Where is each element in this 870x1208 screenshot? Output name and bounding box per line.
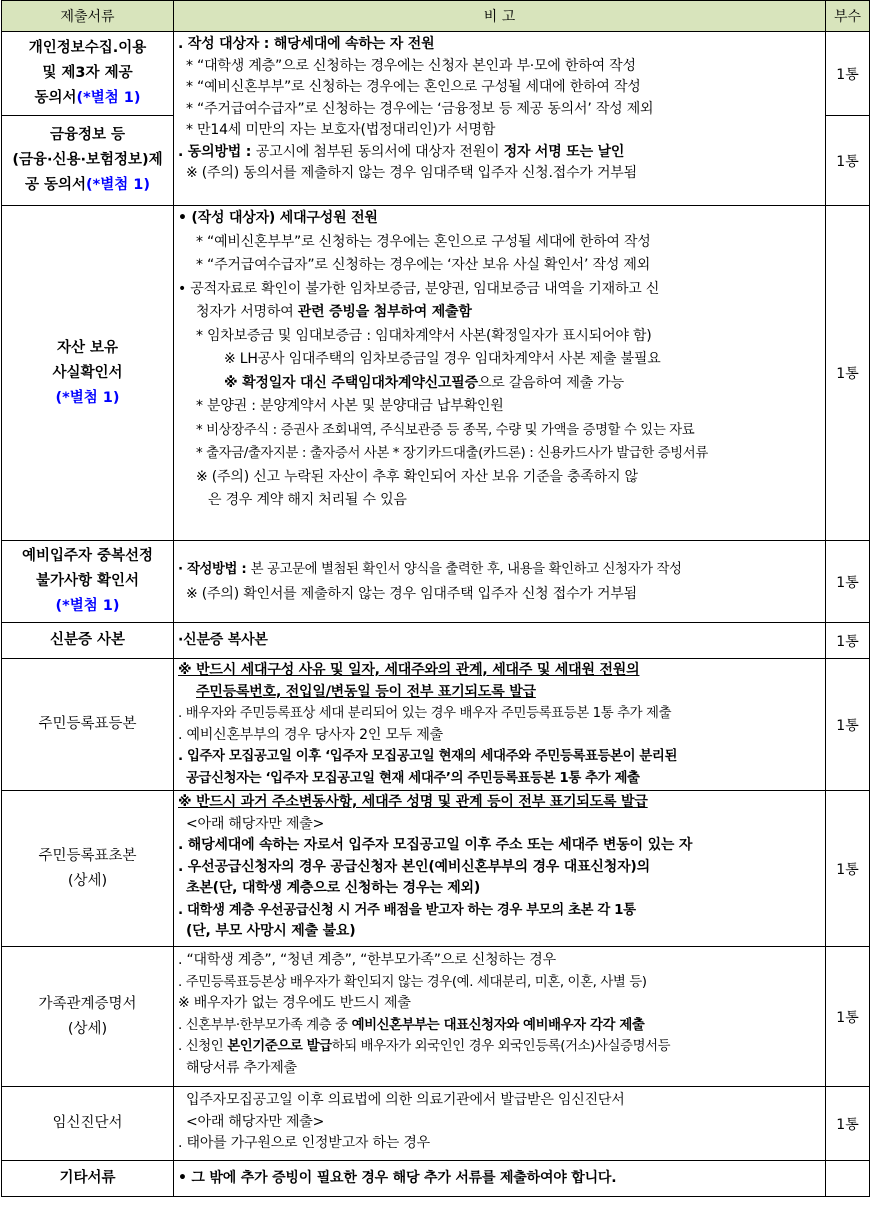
count-resident-abstract: 1통 [826, 791, 870, 947]
remarks-etc: • 그 밖에 추가 증빙이 필요한 경우 해당 추가 서류를 제출하여야 합니다. [174, 1161, 826, 1197]
doc-name-privacy-consent: 개인정보수집.이용 및 제3자 제공 동의서(*별첨 1) [2, 32, 174, 116]
remarks-id: ·신분증 복사본 [174, 623, 826, 659]
attachment-tag: (*별첨 1) [86, 177, 151, 193]
doc-name-pregnancy-certificate: 임신진단서 [2, 1087, 174, 1161]
count-pregnancy-certificate: 1통 [826, 1087, 870, 1161]
remarks-family: . “대학생 계층”, “청년 계층”, “한부모가족”으로 신청하는 경우 . 주민등록표등본상 배우자가 확인되지 않는 경우(예. 세대분리, 미혼, 이혼, 사별 등) ※ 배우자가 없는 경우에도 반드시 제출 . 신혼부부·한부모가족 계층 중 예비신혼부부는 대표신청자와 예비배우자 각각 제출 . 신청인 본인기준으로 발급하되 배우자가 외국인인 경우 외국인등록(거소)사실증명서등 해당서류 추가제출 [174, 947, 826, 1087]
doc-name-id-copy: 신분증 사본 [2, 623, 174, 659]
table-row [2, 541, 870, 623]
table-row [2, 1087, 870, 1161]
doc-name-resident-abstract: 주민등록표초본 (상세) [2, 791, 174, 947]
doc-name-resident-registration: 주민등록표등본 [2, 659, 174, 791]
doc-name-family-relations: 가족관계증명서 (상세) [2, 947, 174, 1087]
table-header-row [2, 1, 870, 32]
count-privacy-consent: 1통 [826, 32, 870, 116]
header-count: 부수 [826, 1, 870, 32]
doc-name-duplicate-confirmation: 예비입주자 중복선정 불가사항 확인서 (*별첨 1) [2, 541, 174, 623]
remarks-duplicate: · 작성방법 : 본 공고문에 별첨된 확인서 양식을 출력한 후, 내용을 확인하고 신청자가 작성 ※ (주의) 확인서를 제출하지 않는 경우 임대주택 입주자 신청 접수가 거부됨 [174, 541, 826, 623]
table-row [2, 32, 870, 116]
table-row [2, 947, 870, 1087]
count-duplicate-confirmation: 1통 [826, 541, 870, 623]
header-documents: 제출서류 [2, 1, 174, 32]
documents-table [1, 0, 870, 1197]
count-resident-registration: 1통 [826, 659, 870, 791]
remarks-asset: • (작성 대상자) 세대구성원 전원 * “예비신혼부부”로 신청하는 경우에는 혼인으로 구성될 세대에 한하여 작성 * “주거급여수급자”로 신청하는 경우에는 ‘자산 보유 사실 확인서’ 작성 제외 • 공적자료로 확인이 불가한 임차보증금, 분양권, 임대보증금 내역을 기재하고 신 청자가 서명하여 관련 증빙을 첨부하여 제출함 * 임차보증금 및 임대보증금 : 임대차계약서 사본(확정일자가 표시되어야 함) ※ LH공사 임대주택의 임차보증금일 경우 임대차계약서 사본 제출 불필요 ※ 확정일자 대신 주택임대차계약신고필증으로 갈음하여 제출 가능 * 분양권 : 분양계약서 사본 및 분양대금 납부확인원 * 비상장주식 : 증권사 조회내역, 주식보관증 등 종목, 수량 및 가액을 증명할 수 있는 자료 * 출자금/출자지분 : 출자증서 사본 * 장기카드대출(카드론) : 신용카드사가 발급한 증빙서류 ※ (주의) 신고 누락된 자산이 추후 확인되어 자산 보유 기준을 충족하지 않 은 경우 계약 해지 처리될 수 있음 [174, 206, 826, 541]
table-row [2, 1161, 870, 1197]
table-row [2, 206, 870, 541]
count-family-relations: 1통 [826, 947, 870, 1087]
attachment-tag: (*별첨 1) [76, 90, 141, 106]
table-row [2, 791, 870, 947]
remarks-pregnancy: 입주자모집공고일 이후 의료법에 의한 의료기관에서 발급받은 임신진단서 <아래 해당자만 제출> . 태아를 가구원으로 인정받고자 하는 경우 [174, 1087, 826, 1161]
count-id-copy: 1통 [826, 623, 870, 659]
attachment-tag: (*별첨 1) [55, 598, 120, 614]
count-asset-certificate: 1통 [826, 206, 870, 541]
attachment-tag: (*별첨 1) [55, 389, 120, 406]
header-remarks: 비 고 [174, 1, 826, 32]
table-row [2, 659, 870, 791]
doc-name-asset-certificate: 자산 보유 사실확인서 (*별첨 1) [2, 206, 174, 541]
doc-name-financial-consent: 금융정보 등 (금융·신용·보험정보)제 공 동의서(*별첨 1) [2, 116, 174, 206]
table-row [2, 623, 870, 659]
doc-name-other-documents: 기타서류 [2, 1161, 174, 1197]
count-financial-consent: 1통 [826, 116, 870, 206]
remarks-resident: ※ 반드시 세대구성 사유 및 일자, 세대주와의 관계, 세대주 및 세대원 전원의 주민등록번호, 전입일/변동일 등이 전부 표기되도록 발급 . 배우자와 주민등록표상 세대 분리되어 있는 경우 배우자 주민등록표등본 1통 추가 제출 . 예비신혼부부의 경우 당사자 2인 모두 제출 . 입주자 모집공고일 이후 ‘입주자 모집공고일 현재의 세대주와 주민등록표등본이 분리된 공급신청자는 ‘입주자 모집공고일 현재 세대주’의 주민등록표등본 1통 추가 제출 [174, 659, 826, 791]
count-other-documents [826, 1161, 870, 1197]
remarks-abstract: ※ 반드시 과거 주소변동사항, 세대주 성명 및 관계 등이 전부 표기되도록 발급 <아래 해당자만 제출> . 해당세대에 속하는 자로서 입주자 모집공고일 이후 주소 또는 세대주 변동이 있는 자 . 우선공급신청자의 경우 공급신청자 본인(예비신혼부부의 경우 대표신청자)의 초본(단, 대학생 계층으로 신청하는 경우는 제외) . 대학생 계층 우선공급신청 시 거주 배점을 받고자 하는 경우 부모의 초본 각 1통 (단, 부모 사망시 제출 불요) [174, 791, 826, 947]
remarks-consent: . 작성 대상자 : 해당세대에 속하는 자 전원 * “대학생 계층”으로 신청하는 경우에는 신청자 본인과 부·모에 한하여 작성 * “예비신혼부부”로 신청하는 경우에는 혼인으로 구성될 세대에 한하여 작성 * “주거급여수급자”로 신청하는 경우에는 ‘금융정보 등 제공 동의서’ 작성 제외 * 만14세 미만의 자는 보호자(법정대리인)가 서명함 . 동의방법 : 공고시에 첨부된 동의서에 대상자 전원이 정자 서명 또는 날인 ※ (주의) 동의서를 제출하지 않는 경우 임대주택 입주자 신청.접수가 거부됨 [174, 32, 826, 206]
